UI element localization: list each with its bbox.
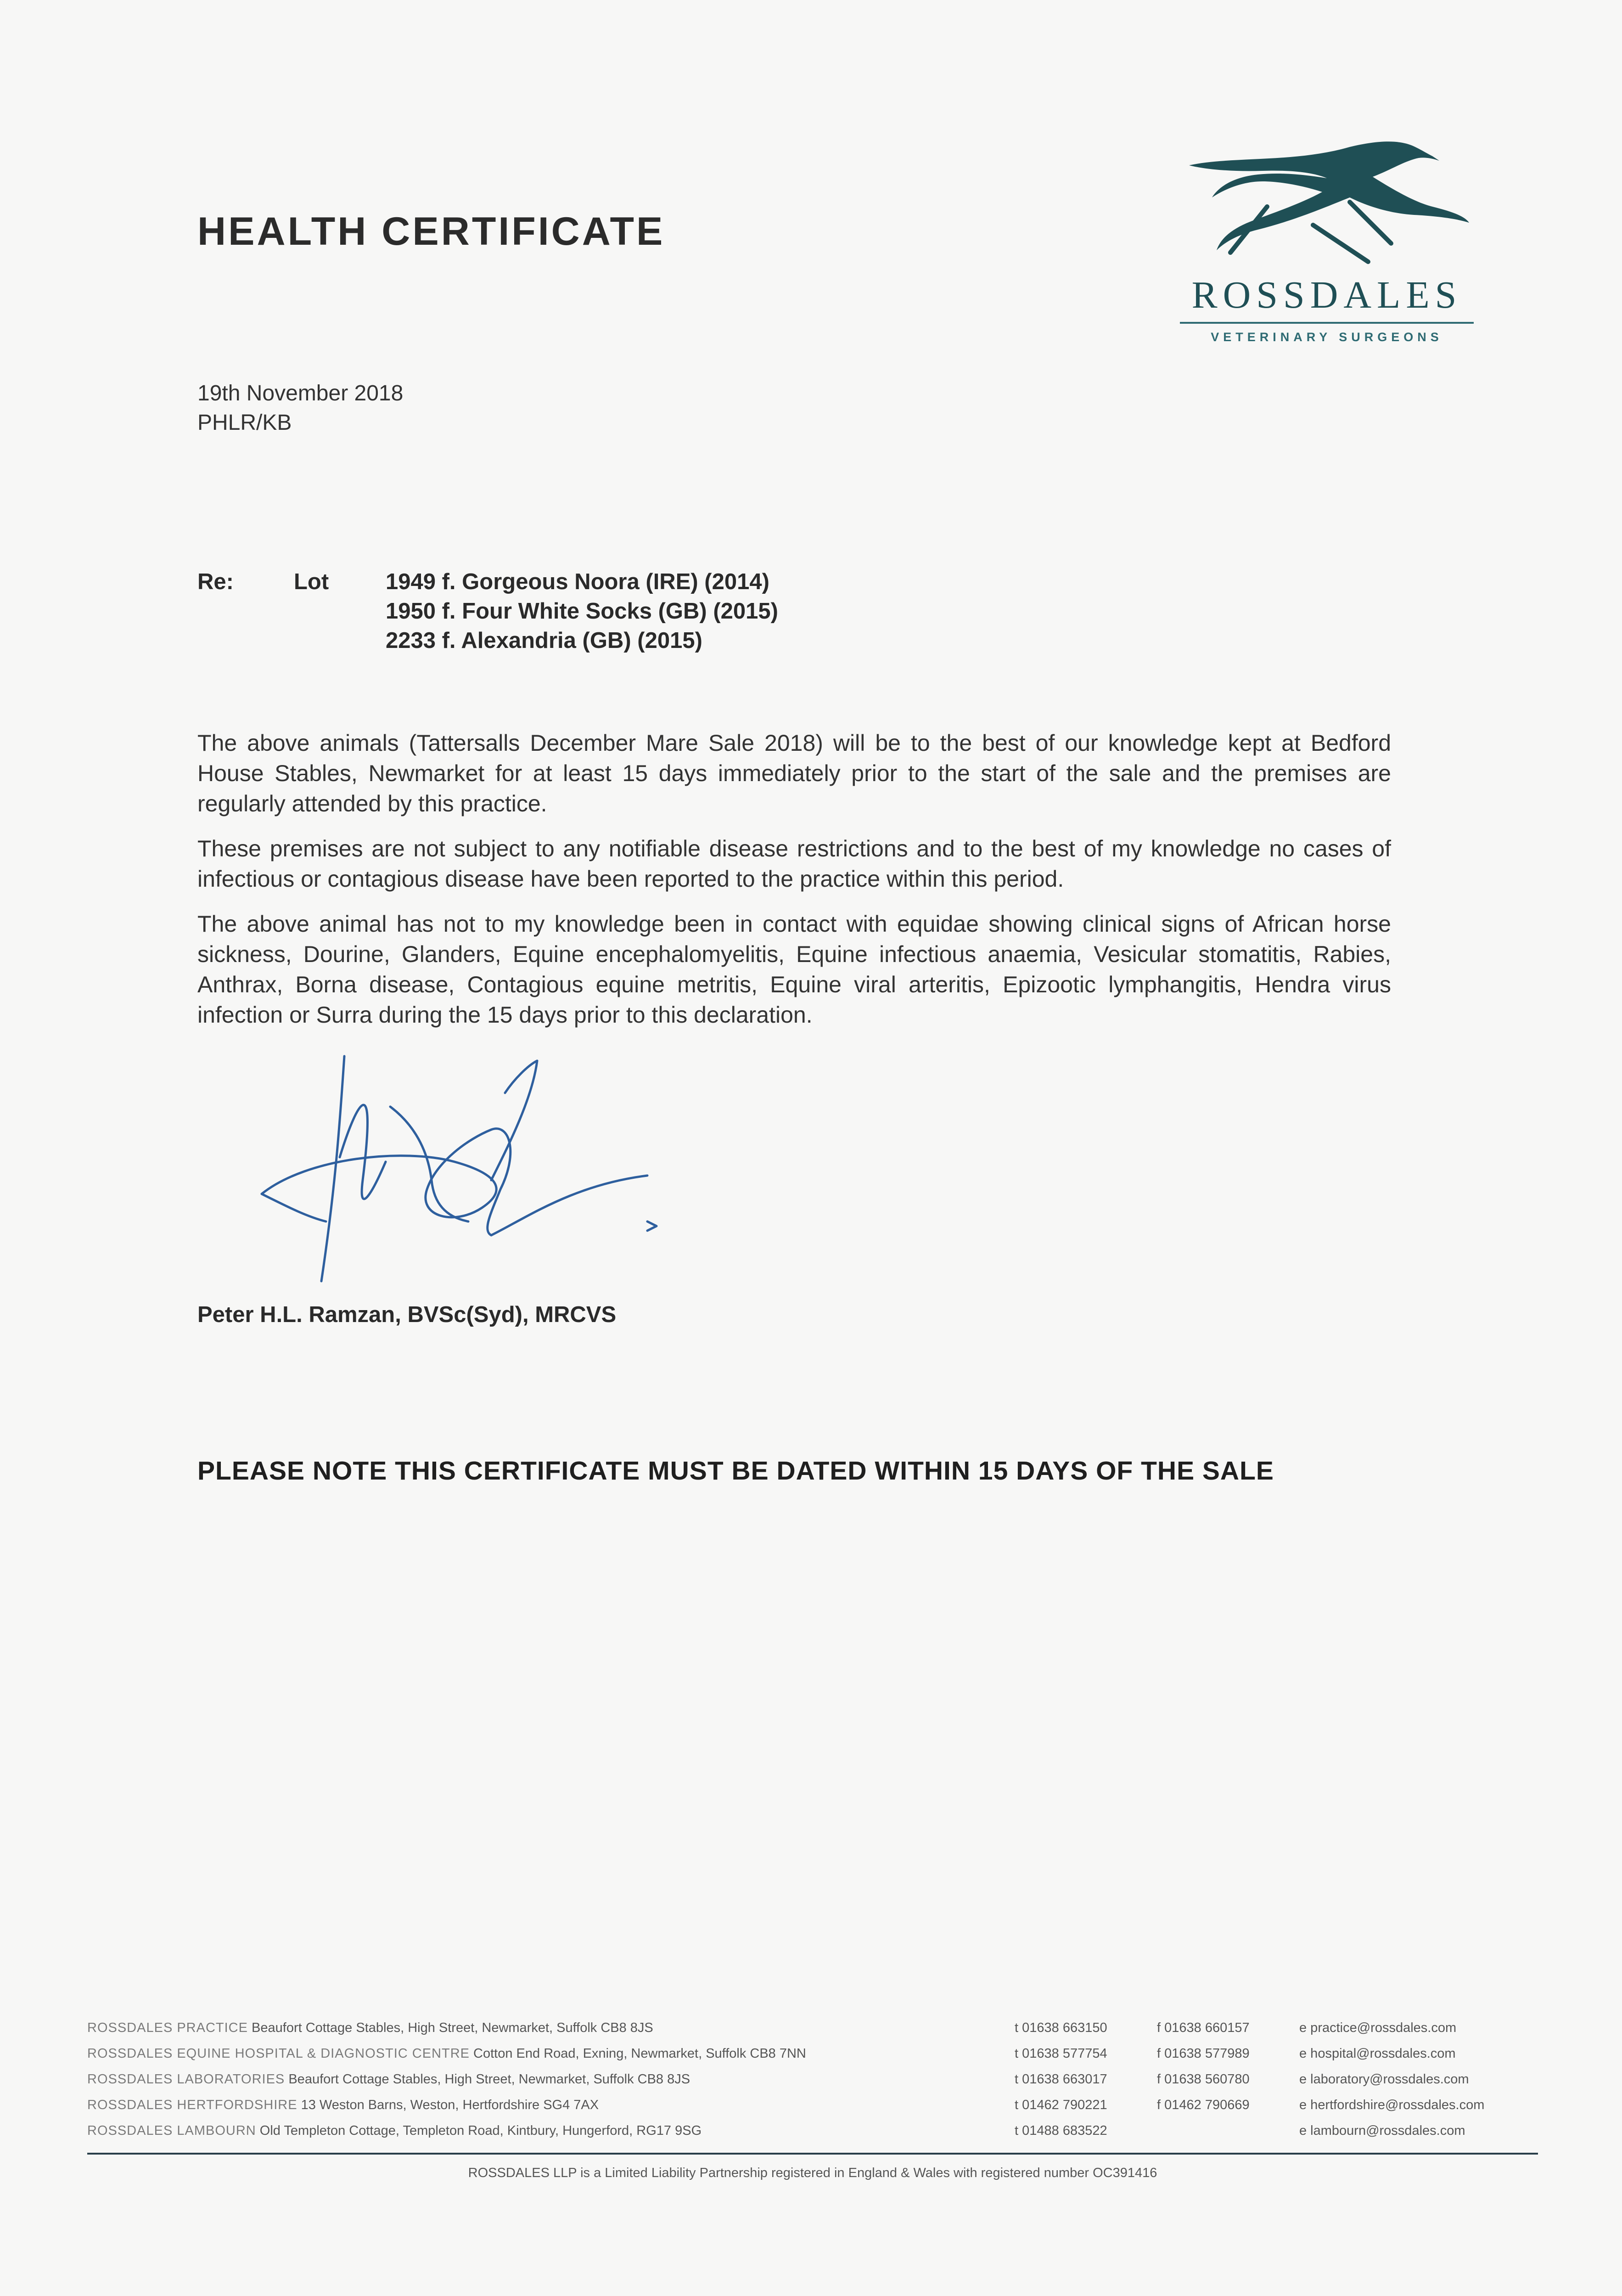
legal-notice: ROSSDALES LLP is a Limited Liability Partnership registered in England & Wales with registered number OC391416 <box>468 2166 1157 2180</box>
body-paragraph: These premises are not subject to any notifiable disease restrictions and to the best of my knowledge no cases of infectious or contagious disease have been reported to the practice within this period. <box>197 836 1391 892</box>
footer-org: ROSSDALES LABORATORIES <box>87 2072 285 2087</box>
footer-org: ROSSDALES LAMBOURN <box>87 2123 256 2138</box>
footer-fax: f 01638 560780 <box>1157 2072 1250 2087</box>
footer-divider <box>87 2153 1538 2155</box>
footer-address: Old Templeton Cottage, Templeton Road, Kintbury, Hungerford, RG17 9SG <box>259 2123 702 2138</box>
footer-fax: f 01638 577989 <box>1157 2046 1250 2061</box>
footer-contact-row <box>87 2123 1538 2149</box>
footer-tel: t 01488 683522 <box>1015 2123 1107 2138</box>
certificate-body <box>197 728 1391 1045</box>
logo-wordmark: ROSSDALES <box>1191 274 1462 316</box>
lot-label: Lot <box>294 569 329 594</box>
rossdales-logo <box>1175 138 1478 344</box>
re-label: Re: <box>197 569 234 594</box>
footer-contact-row <box>87 2072 1538 2098</box>
letter-date: 19th November 2018 <box>197 381 404 405</box>
footer-address: 13 Weston Barns, Weston, Hertfordshire SG4 7AX <box>301 2098 599 2112</box>
signer-name: Peter H.L. Ramzan, BVSc(Syd), MRCVS <box>197 1302 617 1327</box>
footer-fax: f 01638 660157 <box>1157 2020 1250 2035</box>
horse-logo-icon <box>1175 138 1478 271</box>
footer-email: e laboratory@rossdales.com <box>1299 2072 1469 2087</box>
footer-address: Beaufort Cottage Stables, High Street, Newmarket, Suffolk CB8 8JS <box>252 2020 653 2035</box>
footer-tel: t 01638 663017 <box>1015 2072 1107 2087</box>
footer-address: Cotton End Road, Exning, Newmarket, Suffolk CB8 7NN <box>473 2046 806 2061</box>
footer-contact-row <box>87 2046 1538 2072</box>
letter-reference: PHLR/KB <box>197 411 292 435</box>
footer-tel: t 01638 663150 <box>1015 2020 1107 2035</box>
footer-tel: t 01462 790221 <box>1015 2098 1107 2112</box>
body-paragraph: The above animal has not to my knowledge been in contact with equidae showing clinical signs of African horse sickness, Dourine, Glanders, Equine encephalomyelitis, Equine infectious anaemia, Vesicular stomatitis, Rabies, Anthrax, Borna disease, Contagious equine metritis, Equine viral arteritis, Epizootic lymphangitis, Hendra virus infection or Surra during the 15 days prior to this declaration. <box>197 911 1391 1028</box>
footer-email: e hertfordshire@rossdales.com <box>1299 2098 1485 2112</box>
logo-divider <box>1180 322 1474 324</box>
footer-org: ROSSDALES EQUINE HOSPITAL & DIAGNOSTIC CENTRE <box>87 2046 470 2061</box>
footer-address: Beaufort Cottage Stables, High Street, Newmarket, Suffolk CB8 8JS <box>288 2072 690 2087</box>
body-paragraph: The above animals (Tattersalls December Mare Sale 2018) will be to the best of our knowledge kept at Bedford House Stables, Newmarket for at least 15 days immediately prior to the start of the sale and the premises are regularly attended by this practice. <box>197 730 1391 816</box>
dating-note: PLEASE NOTE THIS CERTIFICATE MUST BE DATED WITHIN 15 DAYS OF THE SALE <box>197 1456 1274 1486</box>
handwritten-signature <box>253 1042 712 1327</box>
footer-email: e hospital@rossdales.com <box>1299 2046 1456 2061</box>
footer-org: ROSSDALES PRACTICE <box>87 2020 248 2035</box>
footer-contact-row <box>87 2098 1538 2123</box>
page-title: HEALTH CERTIFICATE <box>197 209 665 253</box>
letterhead-footer <box>87 2020 1538 2181</box>
letter-meta <box>197 379 403 438</box>
logo-subtitle: VETERINARY SURGEONS <box>1211 330 1443 344</box>
footer-contact-row <box>87 2020 1538 2046</box>
lot-item: 1949 f. Gorgeous Noora (IRE) (2014) <box>386 569 769 594</box>
footer-email: e lambourn@rossdales.com <box>1299 2123 1465 2138</box>
footer-fax: f 01462 790669 <box>1157 2098 1250 2112</box>
footer-org: ROSSDALES HERTFORDSHIRE <box>87 2098 297 2112</box>
lot-list <box>386 567 1120 655</box>
footer-tel: t 01638 577754 <box>1015 2046 1107 2061</box>
footer-email: e practice@rossdales.com <box>1299 2020 1457 2035</box>
lot-item: 1950 f. Four White Socks (GB) (2015) <box>386 599 778 624</box>
lot-item: 2233 f. Alexandria (GB) (2015) <box>386 628 702 653</box>
